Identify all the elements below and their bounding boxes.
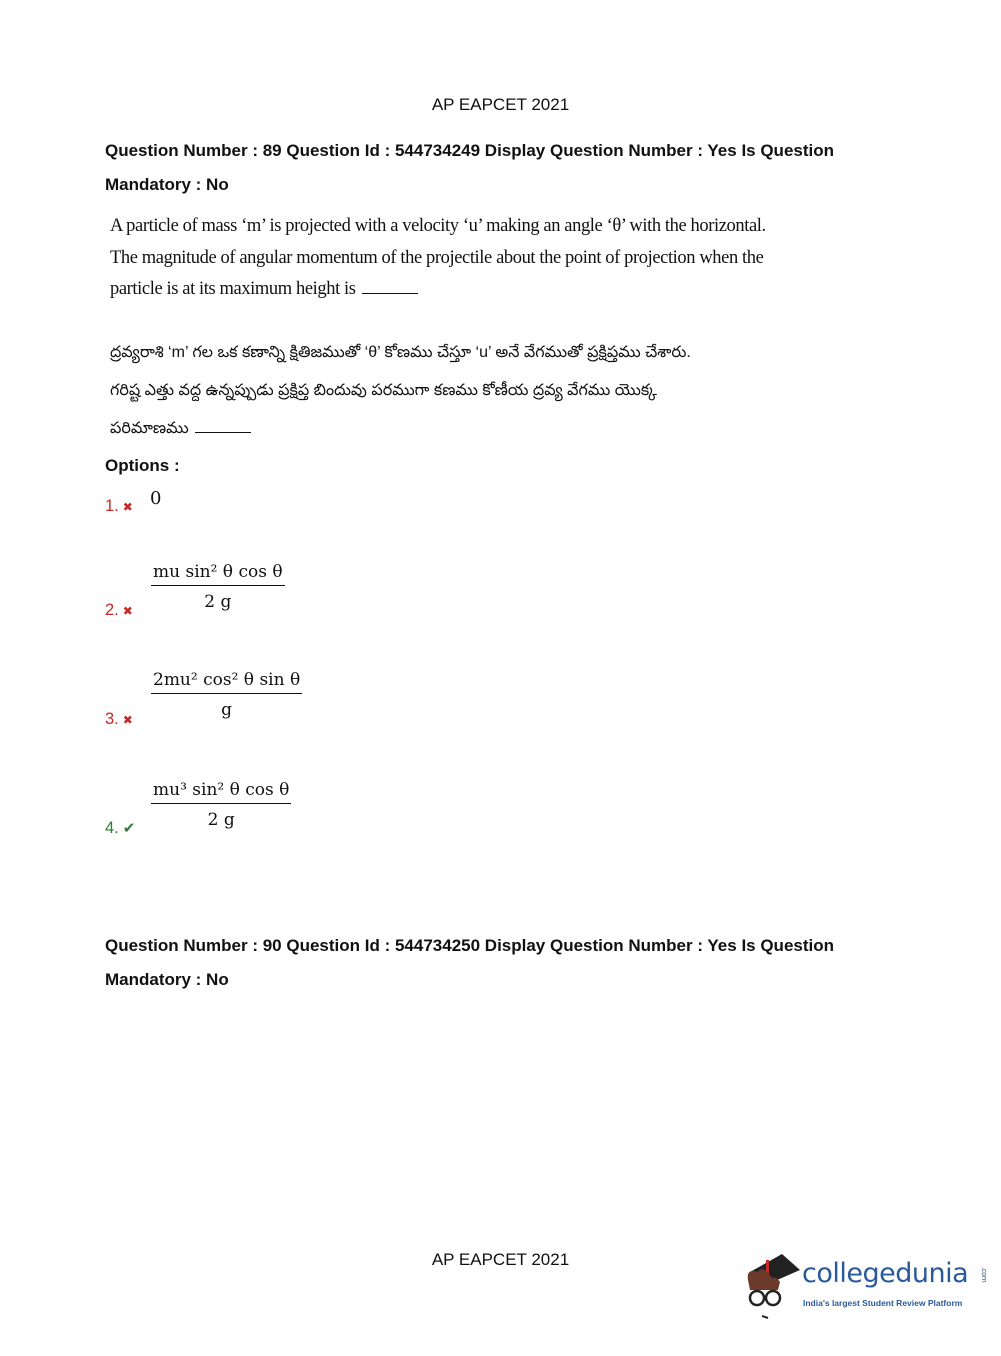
option-2-fraction bbox=[151, 562, 285, 612]
text-line: The magnitude of angular momentum of the projectile about the point of projection when the bbox=[110, 247, 764, 268]
option-4-number: 4. ✔ bbox=[105, 819, 136, 837]
cross-icon: ✖ bbox=[122, 500, 133, 514]
logo-tagline: India's largest Student Review Platform bbox=[803, 1298, 963, 1308]
answer-blank bbox=[195, 432, 251, 433]
mascot-icon bbox=[742, 1250, 802, 1320]
cross-icon: ✖ bbox=[122, 604, 133, 618]
meta-line: Question Number : 90 Question Id : 544734250 Display Question Number : Yes Is Question bbox=[105, 936, 835, 955]
question-90-meta bbox=[105, 929, 834, 997]
answer-blank bbox=[362, 293, 418, 294]
text-line: A particle of mass ‘m’ is projected with a velocity ‘u’ making an angle ‘θ’ with the horizontal. bbox=[110, 216, 766, 236]
denominator: g bbox=[221, 700, 233, 720]
meta-line: Question Number : 89 Question Id : 544734249 Display Question Number : Yes Is Question bbox=[105, 141, 835, 160]
options-label: Options : bbox=[105, 456, 180, 475]
check-icon: ✔ bbox=[122, 820, 136, 837]
option-2-number: 2. ✖ bbox=[105, 601, 133, 619]
option-3-fraction bbox=[151, 670, 302, 720]
question-89-meta bbox=[105, 134, 834, 202]
logo-suffix: .com bbox=[980, 1266, 989, 1282]
text-line: ద్రవ్యరాశి ‘m’ గల ఒక కణాన్ని క్షితిజముతో ‘θ’ కోణము చేస్తూ ‘u’ అనే వేగముతో ప్రక్షిప్తము చేశారు. bbox=[110, 344, 691, 361]
question-text-english bbox=[110, 211, 766, 306]
numerator: mu³ sin² θ cos θ bbox=[151, 780, 291, 804]
option-3-number: 3. ✖ bbox=[105, 710, 133, 728]
option-1-number: 1. ✖ bbox=[105, 497, 133, 515]
text-line: పరిమాణము bbox=[110, 420, 189, 437]
page-footer: AP EAPCET 2021 bbox=[431, 1250, 570, 1269]
denominator: 2 g bbox=[204, 592, 232, 612]
collegedunia-logo bbox=[742, 1248, 989, 1323]
numerator: 2mu² cos² θ sin θ bbox=[151, 670, 302, 694]
text-line: గరిష్ట ఎత్తు వద్ద ఉన్నప్పుడు ప్రక్షిప్త బిందువు పరముగా కణము కోణీయ ద్రవ్య వేగము యొక్క bbox=[110, 382, 657, 399]
numerator: mu sin² θ cos θ bbox=[151, 562, 285, 586]
logo-text: collegedunia bbox=[802, 1258, 969, 1289]
meta-line: Mandatory : No bbox=[105, 175, 229, 194]
option-4-fraction bbox=[151, 780, 291, 830]
denominator: 2 g bbox=[207, 810, 235, 830]
cross-icon: ✖ bbox=[122, 713, 133, 727]
question-text-telugu bbox=[110, 334, 691, 448]
page-header: AP EAPCET 2021 bbox=[431, 95, 570, 114]
option-1-value: 0 bbox=[150, 488, 162, 509]
text-line: particle is at its maximum height is bbox=[110, 279, 356, 299]
meta-line: Mandatory : No bbox=[105, 970, 229, 989]
